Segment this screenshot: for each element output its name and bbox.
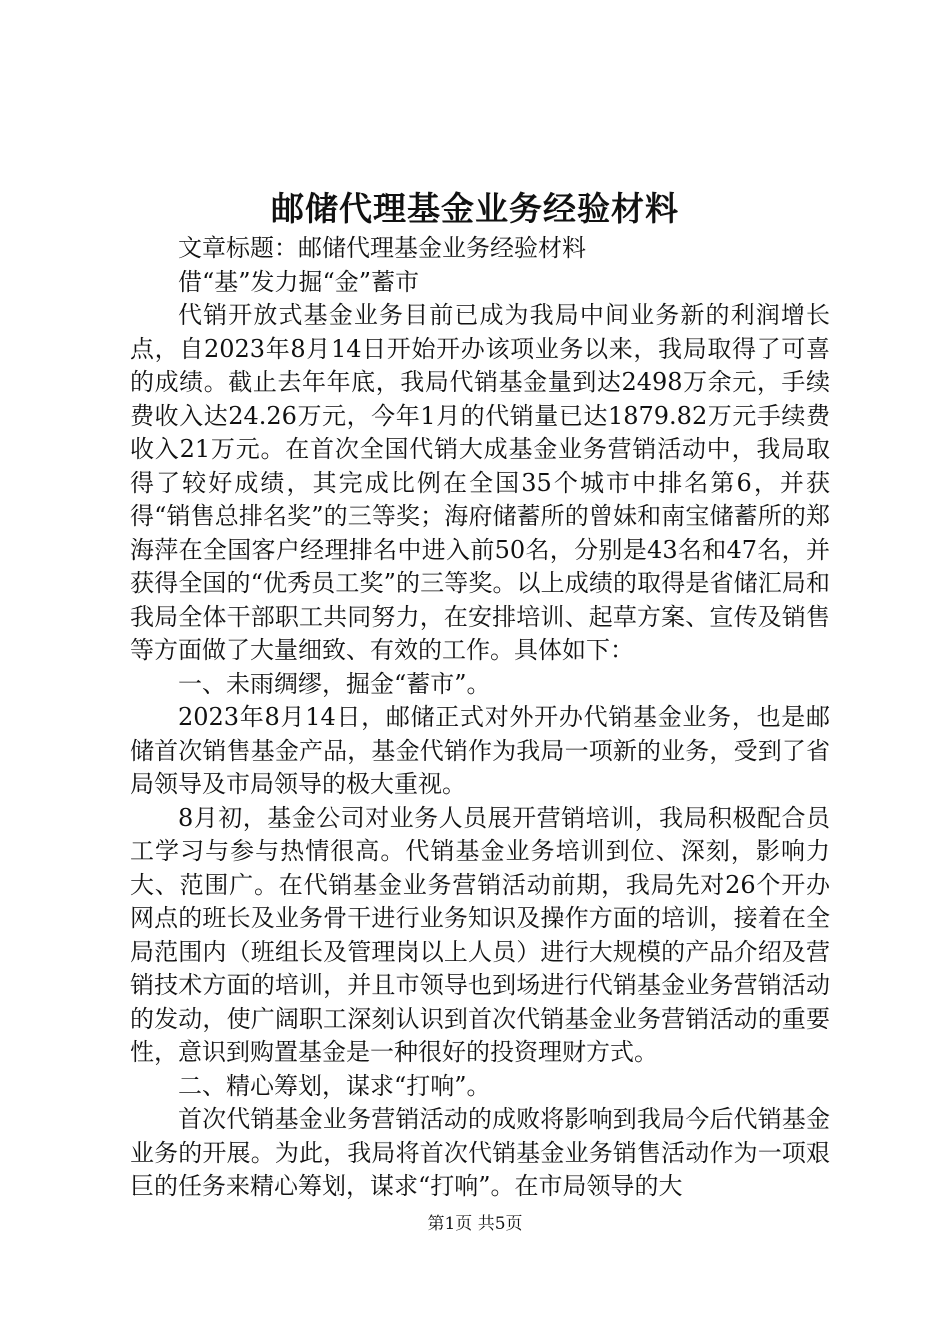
section-heading-2: 二、精心筹划，谋求“打响”。 (178, 1071, 491, 1100)
section-heading-1: 一、未雨绸缪，掘金“蓄市”。 (178, 669, 491, 698)
paragraph-launch: 2023年8月14日，邮储正式对外开办代销基金业务，也是邮储首次销售基金产品，基金代销作为我局一项新的业务，受到了省局领导及市局领导的极大重视。 (130, 703, 830, 798)
document-title: 邮储代理基金业务经验材料 (271, 189, 679, 228)
article-title-line: 文章标题：邮储代理基金业务经验材料 (178, 234, 586, 262)
paragraph-training: 8月初，基金公司对业务人员展开营销培训，我局积极配合员工学习与参与热情很高。代销基金业务培训到位、深刻，影响力大、范围广。在代销基金业务营销活动前期，我局先对26个开办网点的班长及业务骨干进行业务知识及操作方面的培训，接着在全局范围内（班组长及管理岗以上人员）进行大规模的产品介绍及营销技术方面的培训，并且市领导也到场进行代销基金业务营销活动的发动，使广阔职工深刻认识到首次代销基金业务营销活动的重要性，意识到购置基金是一种很好的投资理财方式。 (130, 803, 830, 1066)
paragraph-planning: 首次代销基金业务营销活动的成败将影响到我局今后代销基金业务的开展。为此，我局将首次代销基金业务销售活动作为一项艰巨的任务来精心筹划，谋求“打响”。在市局领导的大 (130, 1105, 830, 1200)
paragraph-intro: 代销开放式基金业务目前已成为我局中间业务新的利润增长点，自2023年8月14日开始开办该项业务以来，我局取得了可喜的成绩。截止去年年底，我局代销基金量到达2498万余元，手续费收入达24.26万元，今年1月的代销量已达1879.82万元手续费收入21万元。在首次全国代销大成基金业务营销活动中，我局取得了较好成绩，其完成比例在全国35个城市中排名第6，并获得“销售总排名奖”的三等奖；海府储蓄所的曾妹和南宝储蓄所的郑海萍在全国客户经理排名中进入前50名，分别是43名和47名，并获得全国的“优秀员工奖”的三等奖。以上成绩的取得是省储汇局和我局全体干部职工共同努力，在安排培训、起草方案、宣传及销售等方面做了大量细致、有效的工作。具体如下： (130, 301, 830, 664)
page-number-footer: 第1页 共5页 (427, 1214, 523, 1234)
document-body (130, 232, 830, 1204)
subtitle-line: 借“基”发力掘“金”蓄市 (178, 267, 420, 296)
